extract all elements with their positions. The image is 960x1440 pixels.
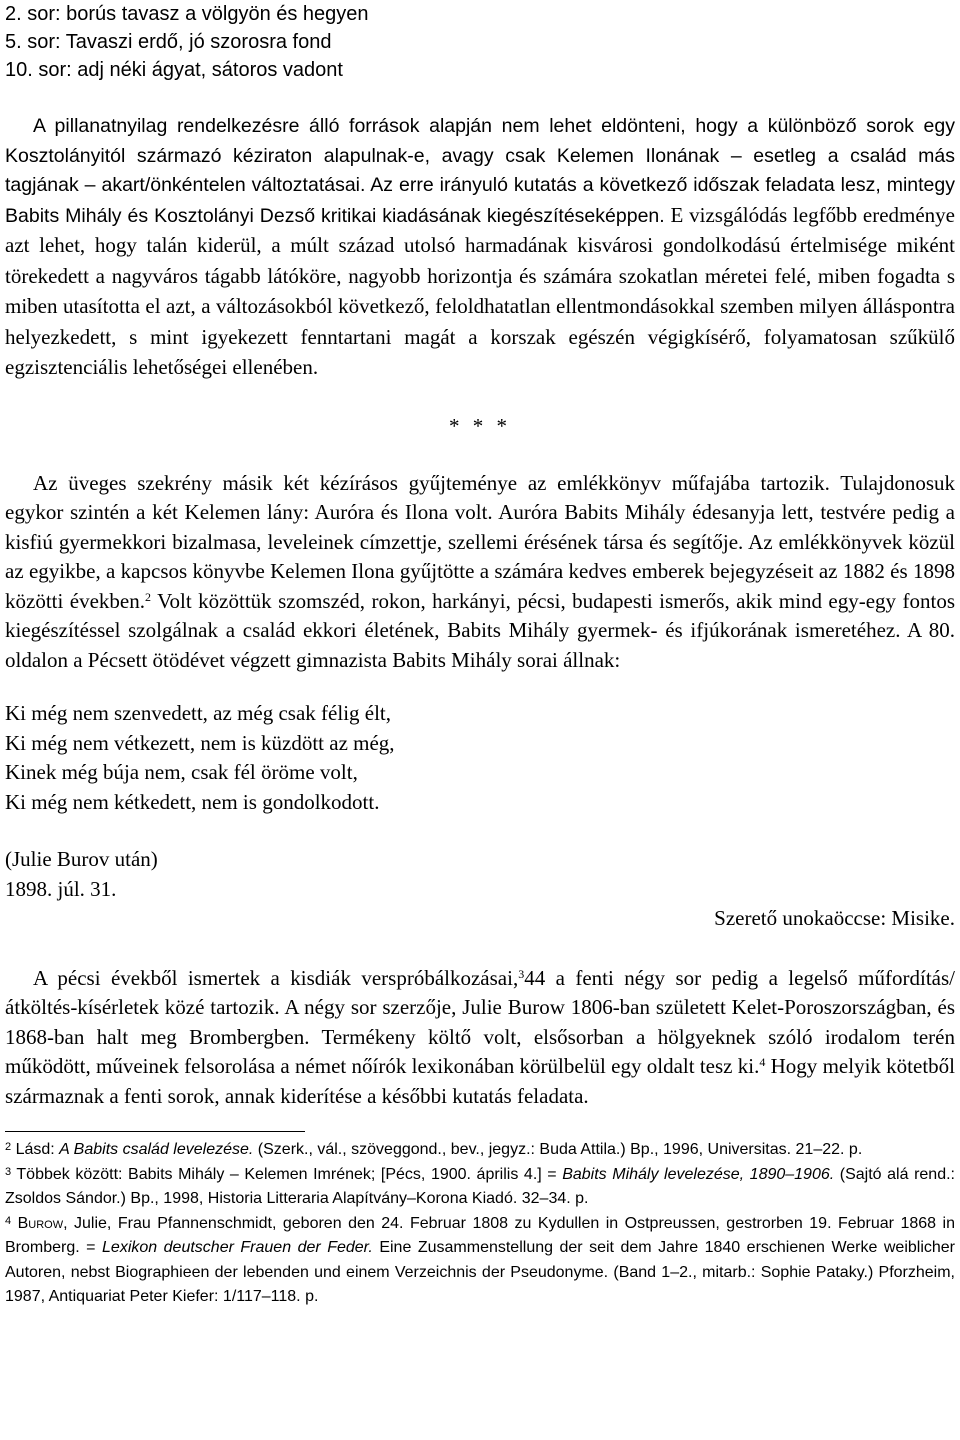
poem: [5, 699, 955, 817]
footnote-number: 3: [5, 1165, 12, 1178]
footnote-text: , Julie, Frau Pfannenschmidt, geboren den 24. Februar 1808 zu Kydullen in Ostpreussen, gestrorben 19. Februar 1868 in Bromberg. =: [5, 1214, 956, 1256]
footnote-ref[interactable]: 3: [518, 966, 525, 981]
footnote-author: Burow: [11, 1214, 64, 1232]
poem-line: Kinek még búja nem, csak fél öröme volt,: [5, 760, 358, 784]
footnote-text: Lásd:: [11, 1141, 60, 1158]
variant-line: 5. sor: Tavaszi erdő, jó szorosra fond: [5, 31, 332, 53]
variant-lines: [5, 0, 955, 84]
paragraph-1-part-1: A pillanatnyilag rendelkezésre álló források alapján nem lehet eldönteni, hogy a különböző sorok egy Kosztolányitól származó kéziraton alapulnak-e, avagy csak Kelemen Ilonának – esetleg a család más tagjának – akart/önkéntelen változtatásai. Az erre irányuló kutatás a következő időszak feladata lesz, mintegy Babits Mihály és Kosztolányi Dezső kritikai kiadásának kiegészítéseképpen.: [5, 115, 955, 227]
footnote-text: Többek között: Babits Mihály – Kelemen Imrének; [Pécs, 1900. április 4.] =: [11, 1165, 563, 1183]
footnotes: [5, 1138, 955, 1310]
section-separator: * * *: [449, 413, 511, 438]
document-page: [5, 0, 955, 1310]
poem-line: Ki még nem vétkezett, nem is küzdött az még,: [5, 730, 395, 755]
poem-date: 1898. júl. 31.: [5, 876, 117, 901]
footnote-text: (Szerk., vál., szöveggond., bev., jegyz.: Buda Attila.) Bp., 1996, Universitas. 21–22. p.: [253, 1141, 863, 1158]
footnote-title: Babits Mihály levelezése, 1890–1906.: [562, 1165, 835, 1183]
paragraph-3-text-cont: 44 a fenti négy sor pedig a legelső műfordítás/átköltés-kísérletek közé tartozik. A négy sor szerzője, Julie Burow 1806-ban született Kelet-Poroszországban, és 1868-ban halt meg Brombergben. Termékeny költő volt, elsősorban a hölgyeknek szóló irodalom terén működött, műveinek felsorolása a német nőírók lexikonában körülbelül egy oldalt tesz ki.: [5, 965, 955, 1078]
paragraph-2: [5, 469, 955, 676]
variant-line: 2. sor: borús tavasz a völgyön és hegyen: [5, 3, 369, 25]
footnote-4: [5, 1212, 955, 1310]
paragraph-1: [5, 112, 955, 384]
paragraph-3-text: A pécsi évekből ismertek a kisdiák verspróbálkozásai,: [33, 965, 519, 990]
attribution-text: (Julie Burov után): [5, 847, 158, 871]
footnote-text: (Sajtó alá rend.: Zsoldos Sándor.) Bp., 1998, Historia Litteraria Alapítvány–Korona Kiadó. 32–34. p.: [5, 1165, 955, 1207]
footnote-number: 2: [5, 1141, 12, 1153]
footnote-text: Eine Zusammenstellung der seit dem Jahre 1840 erschienen Werke weiblicher Autoren, nebst Biographieen der lebenden und einem Verzeichnis der Pseudonyme. (Band 1–2., mitarb.: Sophie Pataky.) Pforzheim, 1987, Antiquariat Peter Kiefer: 1/117–118. p.: [5, 1239, 955, 1305]
footnote-3: [5, 1163, 955, 1212]
paragraph-3: [5, 964, 955, 1112]
footnote-divider: [5, 1131, 305, 1132]
footnote-ref[interactable]: 4: [759, 1055, 766, 1069]
paragraph-3-text-end: Hogy melyik kötetből származnak a fenti sorok, annak kiderítése a későbbi kutatás feladata.: [5, 1054, 956, 1108]
footnote-2: [5, 1138, 955, 1163]
variant-line: 10. sor: adj néki ágyat, sátoros vadont: [5, 59, 343, 81]
footnote-ref[interactable]: 2: [145, 589, 151, 604]
poem-line: Ki még nem szenvedett, az még csak félig élt,: [5, 701, 392, 725]
signature: Szerető unokaöccse: Misike.: [714, 906, 955, 930]
footnote-title: Lexikon deutscher Frauen der Feder.: [102, 1239, 373, 1256]
footnote-number: 4: [5, 1214, 12, 1227]
footnote-title: A Babits család levelezése.: [59, 1141, 254, 1158]
paragraph-1-part-2: E vizsgálódás legfőbb eredménye azt lehet, hogy talán kiderül, a múlt század utolsó harmadának kisvárosi gondolkodású értelmisége miként törekedett a nagyváros tágabb látóköre, nagyobb horizontja és számára szokatlan méretei felé, miben fogadta s miben utasította el azt, a változásokból következő, feloldhatatlan ellentmondásokkal szemben milyen álláspontra helyezkedett, s mint igyekezett fenntartani magát a korszak egészén végigkísérő, folyamatosan szűkülő egzisztenciális lehetőségei ellenében.: [5, 202, 955, 379]
poem-attribution: [5, 845, 955, 904]
poem-line: Ki még nem kétkedett, nem is gondolkodott.: [5, 789, 380, 814]
paragraph-2-text: Az üveges szekrény másik két kézírásos gyűjteménye az emlékkönyv műfajába tartozik. Tulajdonosuk egykor szintén a két Kelemen lány: Auróra és Ilona volt. Auróra Babits Mihály édesanyja lett, testvére pedig a kisfiú gyermekkori bizalmasa, leveleinek címzettje, szellemi érésének társa és segítője. Az emlékkönyvek közül az egyikbe, a kapcsos könyvbe Kelemen Ilona gyűjtötte a számára kedves emberek bejegyzéseit az 1882 és 1898 közötti években.: [5, 470, 955, 613]
paragraph-2-text-cont: Volt közöttük szomszéd, rokon, harkányi, pécsi, budapesti ismerős, akik mind egy-egy fontos kiegészítéssel szolgálnak a család ekkori életének, Babits Mihály gyermek- és ifjúkorának ismeretéhez. A 80. oldalon a Pécsett ötödévet végzett gimnazista Babits Mihály sorai állnak:: [5, 588, 955, 672]
